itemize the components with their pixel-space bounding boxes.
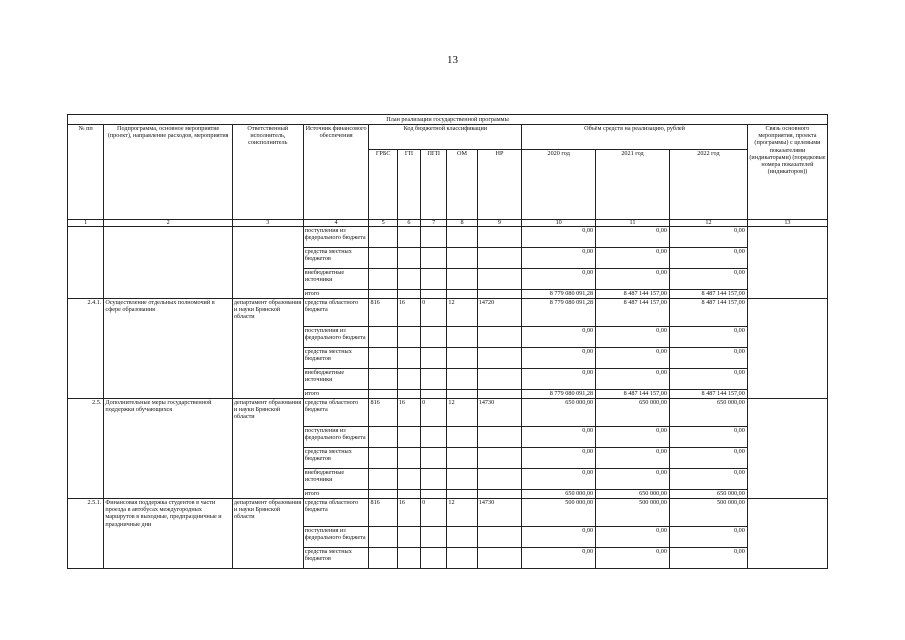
- amount-cell: 0,00: [522, 348, 596, 369]
- activity-name: Осуществление отдельных полномочий в сфере образования: [104, 299, 232, 399]
- amount-cell: 0,00: [669, 448, 747, 469]
- amount-cell: 650 000,00: [669, 490, 747, 499]
- amount-cell: 0,00: [522, 527, 596, 548]
- amount-cell: 0,00: [669, 227, 747, 248]
- amount-cell: 0,00: [596, 548, 670, 569]
- column-number: 6: [397, 220, 420, 227]
- amount-cell: 0,00: [596, 269, 670, 290]
- amount-cell: 500 000,00: [669, 499, 747, 527]
- amount-cell: 0,00: [596, 327, 670, 348]
- amount-cell: 0,00: [522, 248, 596, 269]
- amount-cell: 0,00: [522, 327, 596, 348]
- header-indicator-link: Связь основного мероприятия, проекта (программы) с целевыми показателями (индикаторами) (порядковые номера показателей (индикаторов)): [747, 125, 827, 220]
- source-regional: средства областного бюджета: [303, 299, 369, 327]
- code-grbs: 816: [369, 499, 397, 527]
- header-om: ОМ: [447, 150, 477, 220]
- code-nr: 14720: [477, 299, 522, 327]
- amount-cell: 0,00: [596, 369, 670, 390]
- source-local: средства местных бюджетов: [303, 348, 369, 369]
- source-local: средства местных бюджетов: [303, 548, 369, 569]
- amount-cell: 0,00: [522, 448, 596, 469]
- source-extra: внебюджетные источники: [303, 369, 369, 390]
- code-pgp: 0: [421, 299, 447, 327]
- header-budget-code: Код бюджетной классификации: [369, 125, 522, 150]
- amount-cell: 0,00: [669, 248, 747, 269]
- code-nr: 14730: [477, 399, 522, 427]
- amount-cell: 0,00: [522, 369, 596, 390]
- column-number: 11: [596, 220, 670, 227]
- amount-cell: 0,00: [596, 448, 670, 469]
- code-pgp: 0: [421, 399, 447, 427]
- header-source: Источник финансового обеспечения: [303, 125, 369, 220]
- header-volume: Объём средств на реализацию, рублей: [522, 125, 748, 150]
- amount-cell: 8 487 144 157,00: [596, 390, 670, 399]
- amount-cell: 8 487 144 157,00: [596, 299, 670, 327]
- source-regional: средства областного бюджета: [303, 499, 369, 527]
- amount-cell: 8 779 080 091,28: [522, 390, 596, 399]
- column-number: 10: [522, 220, 596, 227]
- amount-cell: 8 487 144 157,00: [669, 299, 747, 327]
- column-number: 2: [104, 220, 232, 227]
- amount-cell: 0,00: [669, 427, 747, 448]
- source-total: итого: [303, 390, 369, 399]
- source-federal: поступления из федерального бюджета: [303, 327, 369, 348]
- column-number: 9: [477, 220, 522, 227]
- amount-cell: 0,00: [669, 327, 747, 348]
- amount-cell: 650 000,00: [522, 399, 596, 427]
- amount-cell: 650 000,00: [669, 399, 747, 427]
- activity-name: Дополнительные меры государственной поддержки обучающихся: [104, 399, 232, 499]
- source-federal: поступления из федерального бюджета: [303, 227, 369, 248]
- column-number: 13: [747, 220, 827, 227]
- column-number: 7: [421, 220, 447, 227]
- amount-cell: 0,00: [522, 548, 596, 569]
- page-number: 13: [447, 54, 458, 66]
- source-total: итого: [303, 290, 369, 299]
- header-nr: НР: [477, 150, 522, 220]
- source-extra: внебюджетные источники: [303, 469, 369, 490]
- table-row: [68, 227, 828, 248]
- amount-cell: 0,00: [596, 227, 670, 248]
- executor: департамент образования и науки Брянской области: [232, 499, 303, 569]
- code-nr: 14730: [477, 499, 522, 527]
- amount-cell: 8 487 144 157,00: [669, 290, 747, 299]
- column-number-row: [68, 220, 828, 227]
- header-subprogram: Подпрограмма, основное мероприятие (проект), направление расходов, мероприятия: [104, 125, 232, 220]
- column-number: 12: [669, 220, 747, 227]
- executor: департамент образования и науки Брянской области: [232, 299, 303, 399]
- amount-cell: 0,00: [669, 469, 747, 490]
- amount-cell: 8 779 080 091,28: [522, 299, 596, 327]
- amount-cell: 650 000,00: [596, 490, 670, 499]
- source-total: итого: [303, 490, 369, 499]
- code-grbs: 816: [369, 299, 397, 327]
- header-grbs: ГРБС: [369, 150, 397, 220]
- amount-cell: 0,00: [522, 469, 596, 490]
- code-om: 12: [447, 499, 477, 527]
- table-row: [68, 399, 828, 427]
- header-pgp: ПГП: [421, 150, 447, 220]
- amount-cell: 650 000,00: [596, 399, 670, 427]
- program-plan-table: [67, 114, 828, 569]
- column-number: 4: [303, 220, 369, 227]
- amount-cell: 0,00: [596, 427, 670, 448]
- source-local: средства местных бюджетов: [303, 248, 369, 269]
- amount-cell: 650 000,00: [522, 490, 596, 499]
- header-number: № пп: [68, 125, 104, 220]
- source-federal: поступления из федерального бюджета: [303, 427, 369, 448]
- amount-cell: 500 000,00: [596, 499, 670, 527]
- table-row: [68, 499, 828, 527]
- code-pgp: 0: [421, 499, 447, 527]
- table-title: План реализации государственной программы: [68, 115, 828, 125]
- row-number: 2.5.: [68, 399, 104, 499]
- amount-cell: 0,00: [669, 348, 747, 369]
- code-grbs: 816: [369, 399, 397, 427]
- amount-cell: 8 779 080 091,28: [522, 290, 596, 299]
- code-gp: 16: [397, 399, 420, 427]
- row-number: 2.5.1.: [68, 499, 104, 569]
- code-om: 12: [447, 399, 477, 427]
- code-gp: 16: [397, 299, 420, 327]
- amount-cell: 0,00: [596, 469, 670, 490]
- amount-cell: 0,00: [596, 527, 670, 548]
- column-number: 1: [68, 220, 104, 227]
- header-executor: Ответственный исполнитель, соисполнитель: [232, 125, 303, 220]
- header-year-2022: 2022 год: [669, 150, 747, 220]
- activity-name: Финансовая поддержка студентов в части проезда в автобусах междугородных маршрутов в выходные, предпраздничные и праздничные дни: [104, 499, 232, 569]
- amount-cell: 8 487 144 157,00: [596, 290, 670, 299]
- executor: департамент образования и науки Брянской области: [232, 399, 303, 499]
- amount-cell: 0,00: [522, 427, 596, 448]
- code-gp: 16: [397, 499, 420, 527]
- amount-cell: 0,00: [669, 548, 747, 569]
- source-local: средства местных бюджетов: [303, 448, 369, 469]
- header-gp: ГП: [397, 150, 420, 220]
- amount-cell: 0,00: [522, 227, 596, 248]
- amount-cell: 0,00: [669, 527, 747, 548]
- amount-cell: 500 000,00: [522, 499, 596, 527]
- amount-cell: 0,00: [669, 369, 747, 390]
- code-om: 12: [447, 299, 477, 327]
- column-number: 3: [232, 220, 303, 227]
- header-year-2020: 2020 год: [522, 150, 596, 220]
- amount-cell: 0,00: [596, 248, 670, 269]
- row-number: 2.4.1.: [68, 299, 104, 399]
- table-row: [68, 299, 828, 327]
- column-number: 8: [447, 220, 477, 227]
- amount-cell: 0,00: [596, 348, 670, 369]
- column-number: 5: [369, 220, 397, 227]
- header-year-2021: 2021 год: [596, 150, 670, 220]
- amount-cell: 0,00: [669, 269, 747, 290]
- amount-cell: 0,00: [522, 269, 596, 290]
- source-federal: поступления из федерального бюджета: [303, 527, 369, 548]
- source-extra: внебюджетные источники: [303, 269, 369, 290]
- source-regional: средства областного бюджета: [303, 399, 369, 427]
- amount-cell: 8 487 144 157,00: [669, 390, 747, 399]
